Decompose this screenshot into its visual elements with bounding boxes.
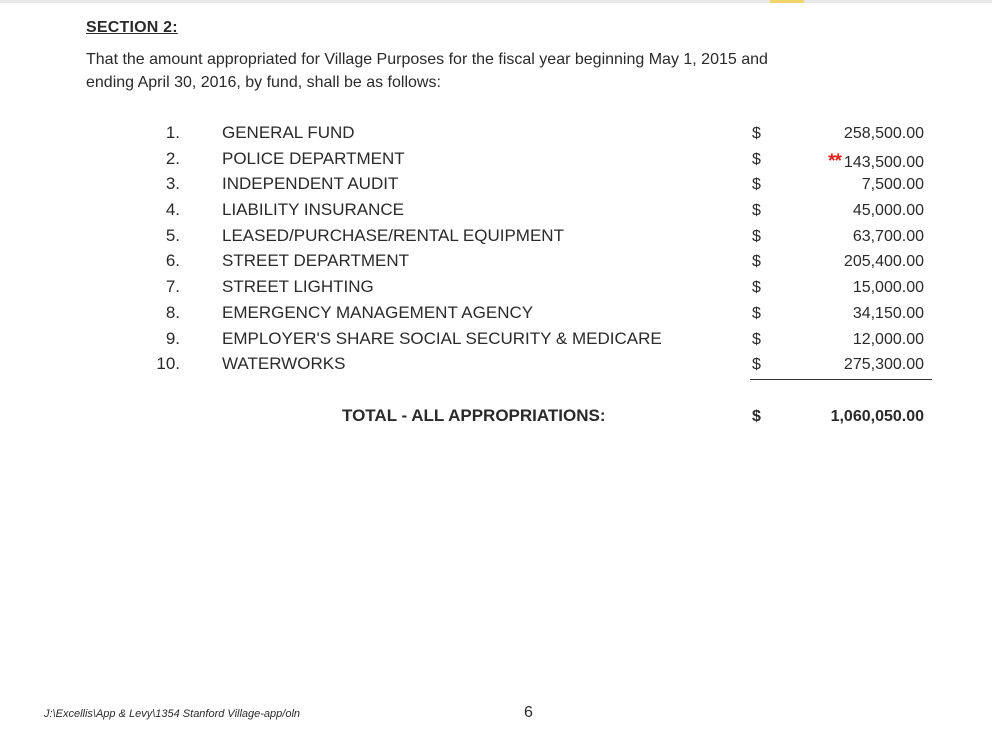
fund-amount: [853, 331, 924, 349]
fund-amount-value: 7,500.00: [861, 176, 924, 194]
section-heading: SECTION 2:: [86, 19, 178, 36]
fund-row: [0, 148, 992, 174]
fund-number: 9.: [165, 328, 180, 348]
currency-symbol: $: [752, 176, 761, 194]
intro-line: That the amount appropriated for Village Purposes for the fiscal year beginning May 1, 2015 and: [86, 51, 768, 68]
fund-amount: [828, 151, 924, 173]
currency-symbol: $: [752, 227, 761, 245]
red-asterisk-flag: **: [828, 150, 841, 172]
currency-symbol: $: [752, 330, 761, 348]
fund-name: GENERAL FUND: [222, 123, 355, 142]
total-currency-symbol: $: [752, 408, 761, 425]
currency-symbol: $: [752, 125, 761, 142]
fund-number: 4.: [165, 200, 180, 220]
fund-row: [0, 122, 992, 148]
fund-amount: [853, 202, 924, 220]
fund-number: 1.: [165, 123, 180, 142]
fund-amount-value: 12,000.00: [852, 330, 924, 348]
fund-name: EMERGENCY MANAGEMENT AGENCY: [222, 302, 534, 322]
fund-number: 5.: [165, 225, 180, 245]
fund-amount: [853, 228, 924, 246]
fund-row: [0, 353, 992, 379]
currency-symbol: $: [752, 202, 761, 220]
fund-name: STREET LIGHTING: [222, 277, 374, 297]
fund-amount-value: 34,150.00: [852, 304, 924, 322]
subtotal-rule: [750, 379, 932, 380]
intro-line: ending April 30, 2016, by fund, shall be as follows:: [86, 74, 441, 91]
fund-row: [0, 302, 992, 328]
fund-row: [0, 328, 992, 354]
fund-amount-value: 143,500.00: [843, 153, 924, 171]
fund-amount: [844, 253, 924, 271]
fund-name: EMPLOYER'S SHARE SOCIAL SECURITY & MEDICARE: [222, 328, 662, 348]
section-intro: [86, 48, 936, 94]
currency-symbol: $: [752, 150, 761, 168]
fund-name: WATERWORKS: [222, 354, 346, 374]
fund-amount: [844, 356, 924, 374]
fund-name: STREET DEPARTMENT: [222, 251, 410, 271]
fund-amount: [844, 125, 924, 143]
footer-file-path: J:\Excellis\App & Levy\1354 Stanford Village-app/oln: [44, 708, 301, 720]
fund-row: [0, 250, 992, 276]
currency-symbol: $: [752, 304, 761, 322]
currency-symbol: $: [752, 253, 761, 271]
fund-number: 2.: [165, 148, 180, 168]
currency-symbol: $: [752, 356, 761, 374]
fund-amount: [853, 305, 924, 323]
currency-symbol: $: [752, 279, 761, 297]
fund-amount: [853, 279, 924, 297]
fund-amount: [862, 176, 924, 194]
total-label: TOTAL - ALL APPROPRIATIONS:: [342, 406, 606, 425]
fund-number: 7.: [165, 277, 180, 297]
fund-amount-value: 205,400.00: [843, 253, 924, 271]
fund-name: INDEPENDENT AUDIT: [222, 174, 399, 194]
fund-number: 8.: [165, 302, 180, 322]
total-amount: 1,060,050.00: [830, 408, 924, 425]
fund-name: LIABILITY INSURANCE: [222, 200, 405, 220]
fund-amount-value: 63,700.00: [852, 227, 924, 245]
fund-row: [0, 173, 992, 199]
fund-number: 3.: [165, 174, 180, 194]
fund-amount-value: 45,000.00: [852, 202, 924, 220]
fund-row: [0, 276, 992, 302]
fund-amount-value: 258,500.00: [843, 125, 924, 142]
fund-name: LEASED/PURCHASE/RENTAL EQUIPMENT: [222, 225, 564, 245]
page-number: 6: [524, 704, 533, 721]
fund-appropriation-list: [0, 122, 992, 379]
fund-row: [0, 199, 992, 225]
fund-amount-value: 275,300.00: [843, 356, 924, 374]
page-top-edge: [0, 0, 992, 3]
fund-number: 10.: [156, 354, 180, 374]
fund-number: 6.: [165, 251, 180, 271]
fund-name: POLICE DEPARTMENT: [222, 148, 405, 168]
fund-row: [0, 225, 992, 251]
fund-amount-value: 15,000.00: [852, 279, 924, 297]
corner-highlight-mark: [770, 0, 804, 3]
